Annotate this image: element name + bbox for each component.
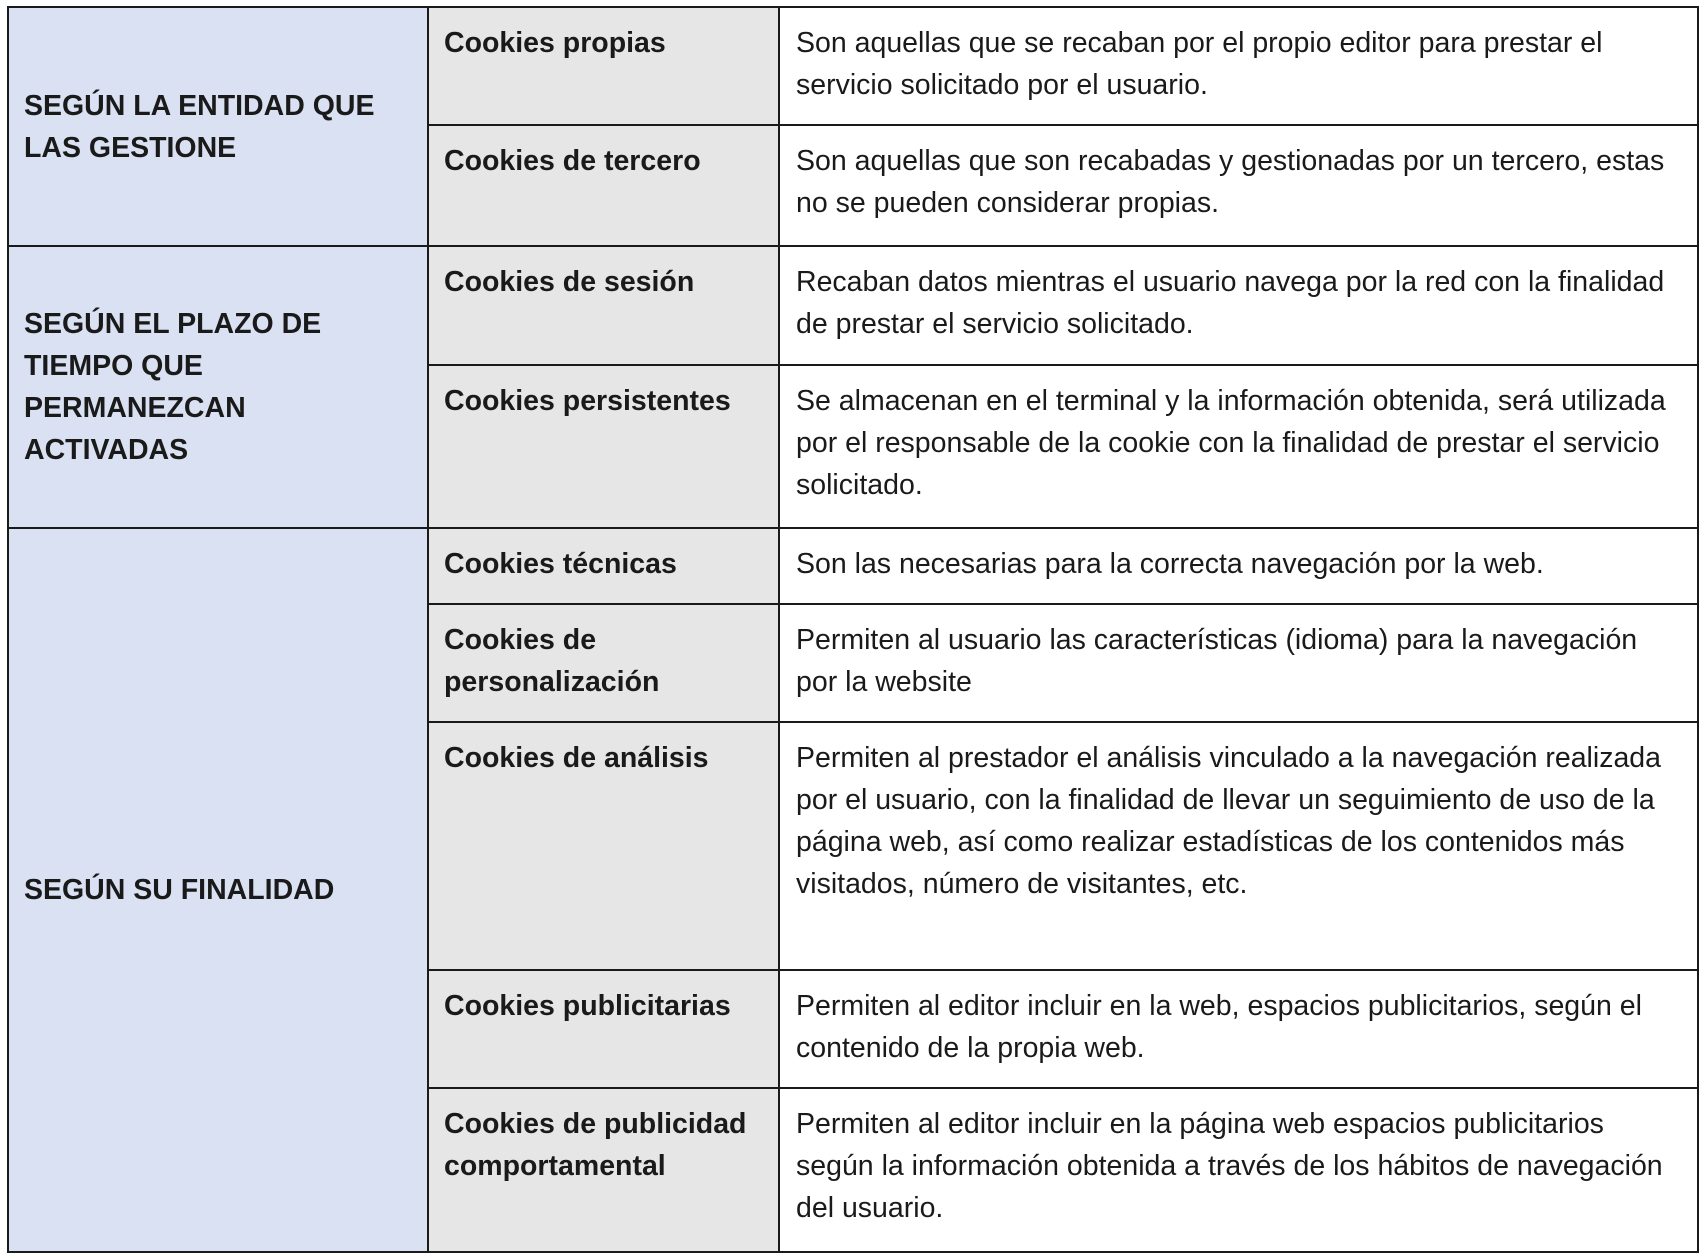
cookie-type-cell: Cookies de análisis (428, 722, 779, 970)
category-cell: SEGÚN SU FINALIDAD (8, 528, 428, 1252)
cookie-description-cell: Son aquellas que son recabadas y gestionadas por un tercero, estas no se pueden considerar propias. (779, 125, 1698, 246)
cookie-type-cell: Cookies técnicas (428, 528, 779, 604)
cookie-description-cell: Son las necesarias para la correcta navegación por la web. (779, 528, 1698, 604)
table-row (8, 528, 1698, 604)
cookie-type-cell: Cookies propias (428, 7, 779, 125)
cookie-description-cell: Permiten al prestador el análisis vinculado a la navegación realizada por el usuario, con la finalidad de llevar un seguimiento de uso de la página web, así como realizar estadísticas de los contenidos más visitados, número de visitantes, etc. (779, 722, 1698, 970)
cookie-type-cell: Cookies publicitarias (428, 970, 779, 1088)
cookie-description-cell: Permiten al editor incluir en la web, espacios publicitarios, según el contenido de la propia web. (779, 970, 1698, 1088)
table-row (8, 246, 1698, 365)
cookie-type-cell: Cookies persistentes (428, 365, 779, 528)
cookie-description-cell: Recaban datos mientras el usuario navega por la red con la finalidad de prestar el servicio solicitado. (779, 246, 1698, 365)
cookie-description-cell: Son aquellas que se recaban por el propio editor para prestar el servicio solicitado por el usuario. (779, 7, 1698, 125)
cookie-description-cell: Se almacenan en el terminal y la información obtenida, será utilizada por el responsable de la cookie con la finalidad de prestar el servicio solicitado. (779, 365, 1698, 528)
cookie-type-cell: Cookies de tercero (428, 125, 779, 246)
cookie-type-cell: Cookies de sesión (428, 246, 779, 365)
category-cell: SEGÚN EL PLAZO DE TIEMPO QUE PERMANEZCAN ACTIVADAS (8, 246, 428, 528)
table-row (8, 7, 1698, 125)
category-cell: SEGÚN LA ENTIDAD QUE LAS GESTIONE (8, 7, 428, 246)
cookie-type-cell: Cookies de personalización (428, 604, 779, 722)
cookie-description-cell: Permiten al usuario las características (idioma) para la navegación por la website (779, 604, 1698, 722)
cookie-type-cell: Cookies de publicidad comportamental (428, 1088, 779, 1252)
cookie-classification-table (7, 6, 1699, 1253)
cookie-description-cell: Permiten al editor incluir en la página web espacios publicitarios según la información obtenida a través de los hábitos de navegación del usuario. (779, 1088, 1698, 1252)
